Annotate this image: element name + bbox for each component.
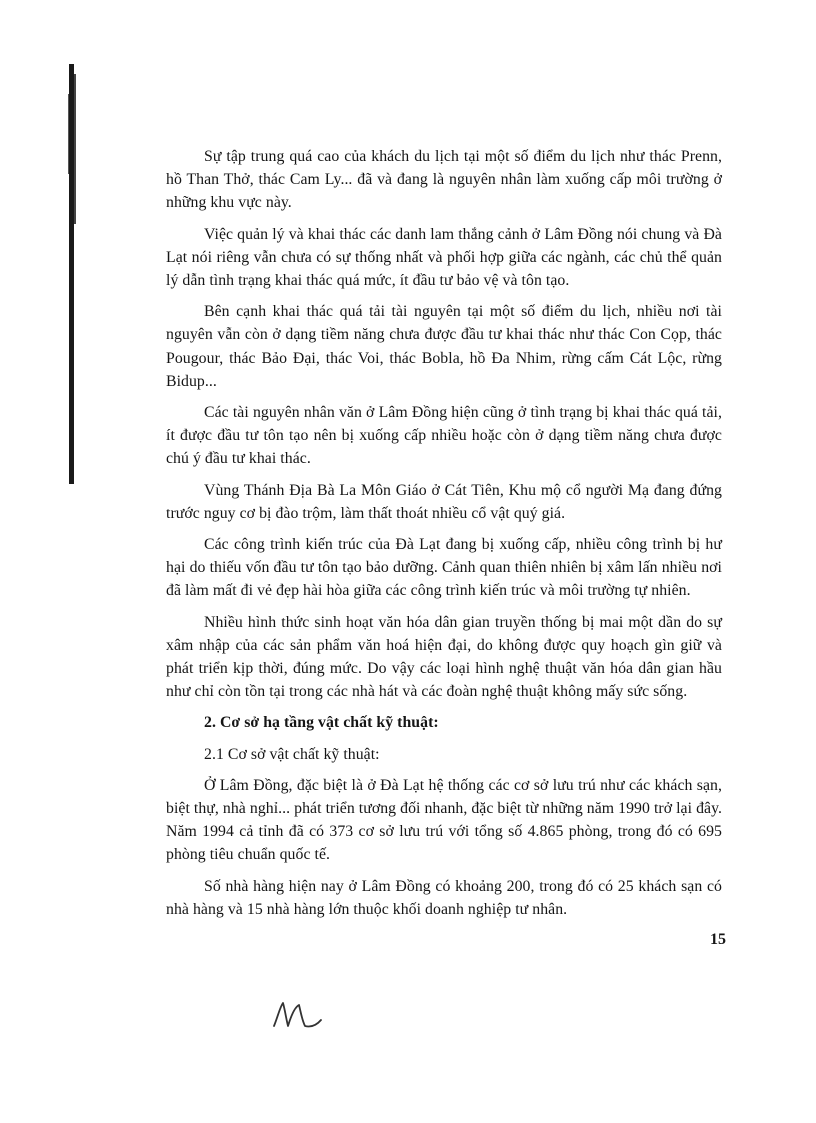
paragraph-8: Ở Lâm Đồng, đặc biệt là ở Đà Lạt hệ thống các cơ sở lưu trú như các khách sạn, biệt thự, nhà nghỉ... phát triển tương đối nhanh, đặc biệt từ những năm 1990 trở lại đây. Năm 1994 cả tỉnh đã có 373 cơ sở lưu trú với tổng số 4.865 phòng, trong đó có 695 phòng tiêu chuẩn quốc tế. [166,776,722,864]
paragraph-4: Các tài nguyên nhân văn ở Lâm Đồng hiện cũng ở tình trạng bị khai thác quá tải, ít được đầu tư tôn tạo nên bị xuống cấp nhiều hoặc còn ở dạng tiềm năng chưa được chú ý đầu tư khai thác. [166,404,722,468]
page-body [166,145,722,929]
paragraph-1: Sự tập trung quá cao của khách du lịch tại một số điểm du lịch như thác Prenn, hồ Than Thở, thác Cam Ly... đã và đang là nguyên nhân làm xuống cấp môi trường ở những khu vực này. [166,148,722,212]
paragraph-6: Các công trình kiến trúc của Đà Lạt đang bị xuống cấp, nhiều công trình bị hư hại do thiếu vốn đầu tư tôn tạo bảo dưỡng. Cảnh quan thiên nhiên bị xâm lấn nhiều nơi đã làm mất đi vẻ đẹp hài hòa giữa các công trình kiến trúc và môi trường tự nhiên. [166,536,722,600]
paragraph-2: Việc quản lý và khai thác các danh lam thắng cảnh ở Lâm Đồng nói chung và Đà Lạt nói riêng vẫn chưa có sự thống nhất và phối hợp giữa các ngành, các chủ thể quản lý dẫn tình trạng khai thác quá mức, ít đầu tư bảo vệ và tôn tạo. [166,225,722,290]
paragraph-9: Số nhà hàng hiện nay ở Lâm Đồng có khoảng 200, trong đó có 25 khách sạn có nhà hàng và 15 nhà hàng lớn thuộc khối doanh nghiệp tư nhân. [166,877,722,918]
handwritten-mark [270,998,324,1032]
paragraph-7: Nhiều hình thức sinh hoạt văn hóa dân gian truyền thống bị mai một dần do sự xâm nhập của các sản phẩm văn hoá hiện đại, do không được quy hoạch gìn giữ và phát triển kịp thời, đúng mức. Do vậy các loại hình nghệ thuật văn hóa dân gian hầu như chỉ còn tồn tại trong các nhà hát và các đoàn nghệ thuật không mấy sức sống. [166,613,722,701]
paragraph-3: Bên cạnh khai thác quá tải tài nguyên tại một số điểm du lịch, nhiều nơi tài nguyên vẫn còn ở dạng tiềm năng chưa được đầu tư khai thác như thác Con Cọp, thác Pougour, thác Bảo Đại, thác Voi, thác Bobla, hồ Đa Nhim, rừng cấm Cát Lộc, rừng Bidup... [166,303,722,390]
scan-binding-edge [68,64,78,484]
section-heading: 2. Cơ sở hạ tầng vật chất kỹ thuật: [204,714,439,732]
paragraph-5: Vùng Thánh Địa Bà La Môn Giáo ở Cát Tiên, Khu mộ cổ người Mạ đang đứng trước nguy cơ bị đào trộm, làm thất thoát nhiều cổ vật quý giá. [166,481,722,522]
subsection-heading: 2.1 Cơ sở vật chất kỹ thuật: [204,745,380,763]
page-number: 15 [710,931,726,948]
